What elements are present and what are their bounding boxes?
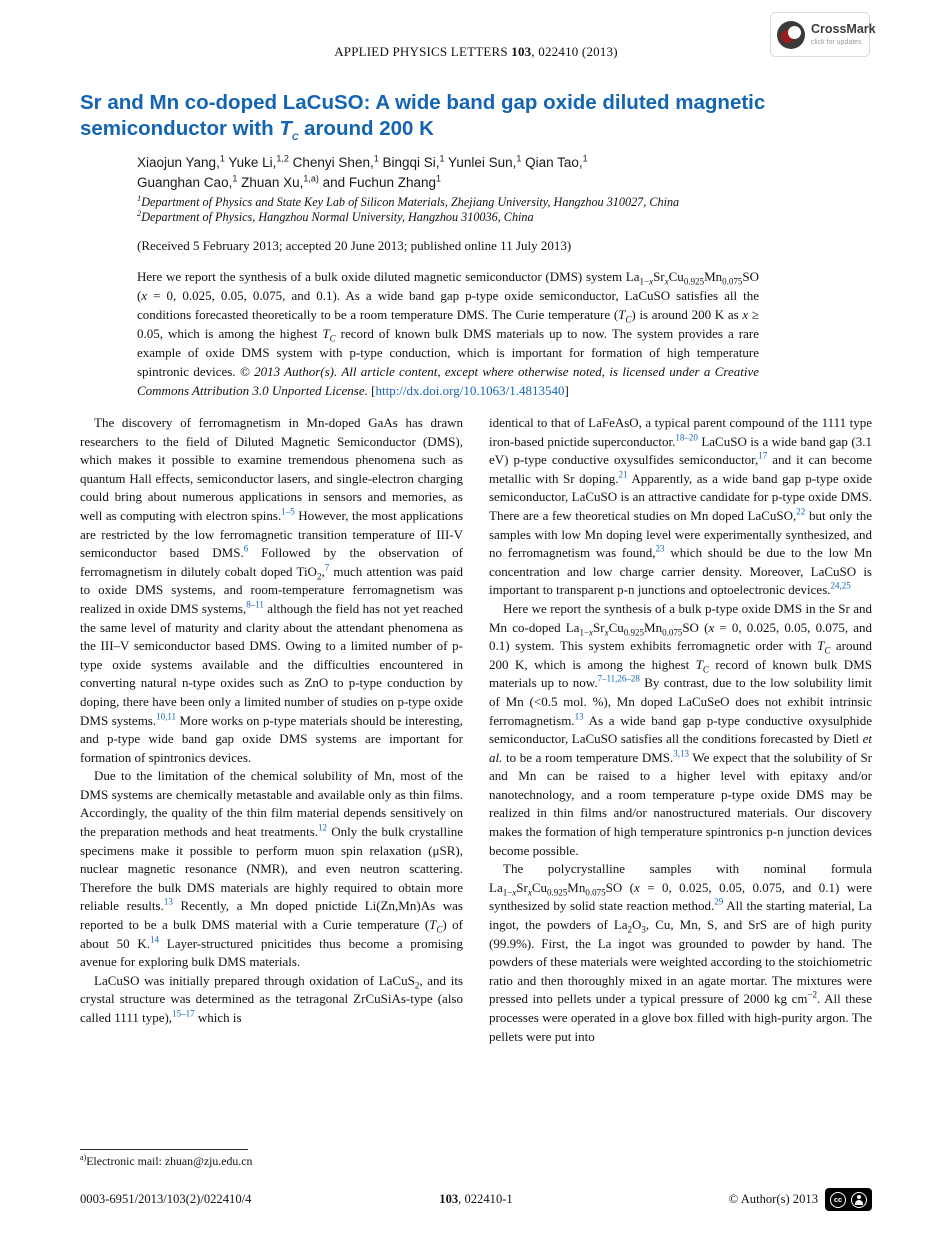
author-list: Xiaojun Yang,$^1$ Yuke Li,$^{1,2}$ Chenyi Shen,$^1$ Bingqi Si,$^1$ Yunlei Sun,$^1$ Qian Tao,$^1$ Guanghan Cao,$^1$ Zhuan Xu,$^{1,a)}$ and Fuchun Zhang$^1$ [137,153,588,190]
issn-citation: 0003-6951/2013/103(2)/022410/4 [80,1192,252,1206]
left-column [80,414,463,1046]
page-number: 103, 022410-1 [439,1192,513,1206]
journal-header: APPLIED PHYSICS LETTERS 103, 022410 (2013) [334,44,618,59]
abstract: Here we report the synthesis of a bulk oxide diluted magnetic semiconductor (DMS) system $La_{1-x}Sr_xCu_{0.925}Mn_{0.075}SO$ (x = 0, 0.025, 0.05, 0.075, and 0.1). As a wide band gap p-type oxide semiconductor, LaCuSO satisfies all the conditions forecasted theoretically to be a room temperature DMS. The Curie temperature $(T_C)$ is around 200 K as x ≥ 0.05, which is among the highest $T_C$ record of known bulk DMS materials up to now. The system provides a rare example of oxide DMS system with p-type conduction, which is important for formation of high temperature spintronic devices. © 2013 Author(s). All article content, except where otherwise noted, is licensed under a Creative Commons Attribution 3.0 Unported License. [http://dx.doi.org/10.1063/1.4813540] [137,269,759,398]
footnote-rule [80,1149,248,1150]
crossmark-label: CrossMark [811,21,876,36]
paragraph: The discovery of ferromagnetism in Mn-doped GaAs has drawn researchers to the field of Diluted Magnetic Semiconductor (DMS), which makes it possible to examine tremendous phenomena such as quantum Hall effects, semiconductor lasers, and single-electron charging could bring about numerous applications in sensors and memories, as well as computing with electron spins.$^{1-5}$ However, the most applications are restricted by the low ferromagnetic transition temperature of III-V semiconductor based DMS.$^6$ Followed by the observation of ferromagnetism in dilutely cobalt doped TiO$_2$,$^7$ much attention was paid to oxide DMS systems, and room-temperature ferromagnetism was realized in oxide DMS systems,$^{8-11}$ although the field has not yet reached the same level of maturity and clarity about the attendant phenomena as the III–V semiconductor based DMS. Owing to a limited number of p-type oxide systems available and the difficulties encountered in converting natural n-type oxides such as ZnO to p-type conduction by doping, there have been only a limited number of studies on p-type oxide DMS systems.$^{10,11}$ More works on p-type materials should be interesting, and p-type wide band gap oxide DMS systems are important for formation of spintronics devices. [80,415,464,765]
affiliation-2: $^2$Department of Physics, Hangzhou Normal University, Hangzhou 310036, China [137,207,534,224]
right-column [489,414,872,1046]
paragraph: Here we report the synthesis of a bulk p-type oxide DMS in the Sr and Mn co-doped $La_{1-x}Sr_xCu_{0.925}Mn_{0.075}SO$ (x = 0, 0.025, 0.05, 0.075, and 0.1) system. This system exhibits ferromagnetic order with $T_C$ around 200 K, which is among the highest $T_C$ record of known bulk DMS materials up to now.$^{7-11,26-28}$ By contrast, due to the low solubility limit of Mn (<0.5 mol. %), Mn doped LaCuSeO does not exhibit intrinsic ferromagnetism.$^{13}$ As a wide band gap p-type conductive oxysulphide semiconductor, LaCuSO satisfies all the conditions forecasted by Dietl et al. to be a room temperature DMS.$^{3,13}$ We expect that the solubility of Sr and Mn can be raised to a higher level with epitaxy and/or nanotechnology, and a room temperature p-type oxide DMS may be realized in thin films and/or nanostructured materials. Our discovery makes the formation of high temperature spintronics p-n junction devices become possible. [489,600,873,858]
crossmark-subtitle: click for updates [811,38,862,46]
footnote-email: $^{a)}$Electronic mail: zhuan@zju.edu.cn [80,1153,253,1168]
paragraph: The polycrystalline samples with nominal formula $La_{1-x}Sr_xCu_{0.925}Mn_{0.075}SO$ (x = 0, 0.025, 0.05, 0.075, and 0.1) were synthesized by solid state reaction method.$^{29}$ All the starting material, La ingot, the powders of $La_2O_3$, Cu, Mn, S, and SrS are of high purity (99.9%). First, the La ingot was grounded to powder by hand. The powders of these materials were weighted according to the stoichiometric ratio and then thoroughly mixed in an agate mortar. The mixtures were pressed into pellets under a typical pressure of 2000 kg $cm^{-2}$. All these processes were operated in a glove box filled with high-purity argon. The pellets were put into [489,861,873,1044]
crossmark-badge[interactable] [770,12,876,57]
crossmark-icon [777,21,805,49]
author-footnote [80,1149,463,1169]
cc-by-badge[interactable] [825,1188,872,1211]
cc-by-person-icon [851,1192,867,1208]
paragraph-continuation: identical to that of LaFeAsO, a typical parent compound of the 1111 type iron-based pnictide superconductor.$^{18-20}$ LaCuSO is a wide band gap (3.1 eV) p-type conductive oxysulfides semiconductor,$^{17}$ and it can become metallic with Sr doping.$^{21}$ Apparently, as a wide band gap p-type oxide semiconductor, LaCuSO is an attractive candidate for p-type oxide DMS. There are a few theoretical studies on Mn doped LaCuSO,$^{22}$ but only the samples with low Mn doping level were experimentally synthesized, and no ferromagnetism was found,$^{23}$ which should be due to the low Mn concentration and low charge carrier density. Moreover, LaCuSO is important to transparent p-n junctions and optoelectronic devices.$^{24,25}$ [489,415,873,598]
affiliations [137,192,872,225]
paragraph: LaCuSO was initially prepared through oxidation of LaCuS$_2$, and its crystal structure was determined as the tetragonal ZrCuSiAs-type (also called 1111 type),$^{15-17}$ which is [80,972,463,1025]
received-line: (Received 5 February 2013; accepted 20 June 2013; published online 11 July 2013) [137,238,572,253]
paragraph: Due to the limitation of the chemical solubility of Mn, most of the DMS systems are chemically metastable and available only as thin films. Accordingly, the quality of the thin film material depends sensitively on the preparation methods and heat treatments.$^{12}$ Only the bulk crystalline specimens make it possible to perform muon spin relaxation (μSR), nuclear magnetic resonance (NMR), and even neutron scattering. Therefore the bulk DMS materials are highly required to obtain more reliable results.$^{13}$ Recently, a Mn doped pnictide Li(Zn,Mn)As was reported to be a bulk DMS material with a Curie temperature $(T_C)$ of about 50 K.$^{14}$ Layer-structured pnicitides thus become a promising avenue for exploring bulk DMS materials. [80,768,464,970]
page-footer [80,1188,872,1211]
cc-icon: cc [830,1192,846,1208]
copyright-notice: © Author(s) 2013 [728,1192,818,1206]
article-title: Sr and Mn co-doped LaCuSO: A wide band gap oxide diluted magnetic semiconductor with $T_C$ around 200 K [80,91,766,143]
affiliation-1: $^1$Department of Physics and State Key Lab of Silicon Materials, Zhejiang University, Hangzhou 310027, China [137,192,680,209]
article-body [80,414,872,1046]
